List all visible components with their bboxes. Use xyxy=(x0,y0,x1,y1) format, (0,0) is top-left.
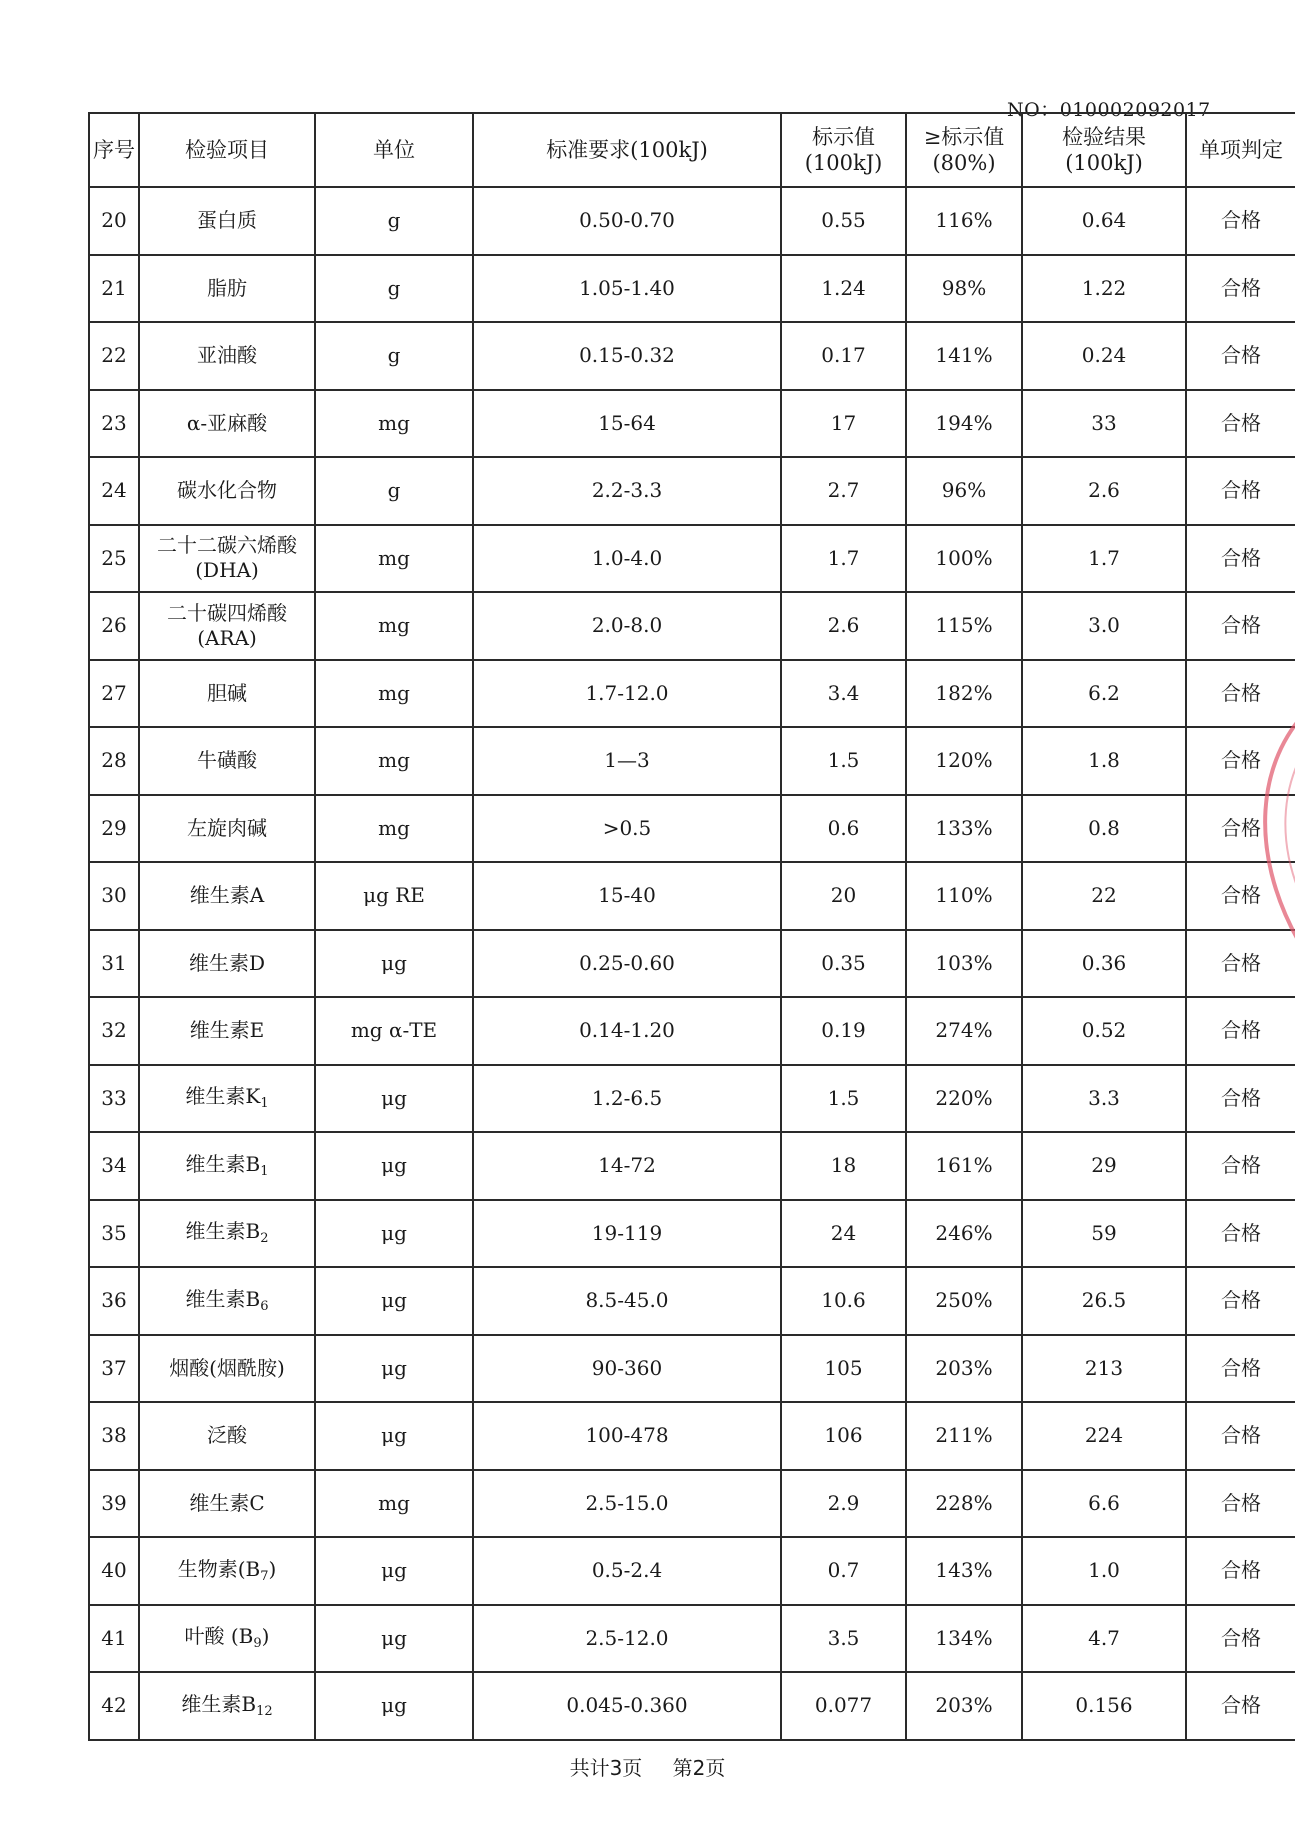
row-standard: 19-119 xyxy=(473,1200,781,1268)
row-label-value: 106 xyxy=(781,1402,906,1470)
row-ratio: 274% xyxy=(906,997,1022,1065)
row-result: 0.52 xyxy=(1022,997,1186,1065)
table-row xyxy=(89,997,1295,1065)
row-result: 0.24 xyxy=(1022,322,1186,390)
row-unit: g xyxy=(315,457,473,525)
row-unit: μg xyxy=(315,1402,473,1470)
item-name: 牛磺酸 xyxy=(197,748,257,773)
row-unit: mg xyxy=(315,592,473,660)
row-standard: 2.2-3.3 xyxy=(473,457,781,525)
row-label-value: 18 xyxy=(781,1132,906,1200)
row-no: 29 xyxy=(89,795,139,863)
row-unit: mg xyxy=(315,795,473,863)
row-result: 6.2 xyxy=(1022,660,1186,728)
row-standard: 1—3 xyxy=(473,727,781,795)
row-no: 21 xyxy=(89,255,139,323)
row-no: 42 xyxy=(89,1672,139,1740)
row-standard: >0.5 xyxy=(473,795,781,863)
table-header xyxy=(89,113,1295,187)
row-no: 30 xyxy=(89,862,139,930)
row-judgement: 合格 xyxy=(1186,1470,1295,1538)
row-item xyxy=(139,862,315,930)
item-name: α-亚麻酸 xyxy=(186,410,268,435)
row-item xyxy=(139,1402,315,1470)
row-standard: 2.5-15.0 xyxy=(473,1470,781,1538)
row-item xyxy=(139,592,315,660)
header-row xyxy=(89,113,1295,187)
table-row xyxy=(89,1605,1295,1673)
row-result: 1.7 xyxy=(1022,525,1186,593)
row-judgement: 合格 xyxy=(1186,255,1295,323)
row-result: 6.6 xyxy=(1022,1470,1186,1538)
row-item xyxy=(139,1672,315,1740)
table-row xyxy=(89,795,1295,863)
row-result: 1.0 xyxy=(1022,1537,1186,1605)
item-name: 维生素C xyxy=(189,1490,265,1515)
row-result: 3.3 xyxy=(1022,1065,1186,1133)
row-judgement: 合格 xyxy=(1186,457,1295,525)
header-judgement: 单项判定 xyxy=(1186,113,1295,187)
table-row xyxy=(89,930,1295,998)
item-name: 维生素B xyxy=(181,1691,257,1716)
header-ratio-line1: ≥标示值 xyxy=(923,124,1005,149)
row-label-value: 10.6 xyxy=(781,1267,906,1335)
row-ratio: 133% xyxy=(906,795,1022,863)
row-label-value: 2.6 xyxy=(781,592,906,660)
header-result xyxy=(1022,113,1186,187)
row-item xyxy=(139,1605,315,1673)
row-no: 23 xyxy=(89,390,139,458)
row-no: 40 xyxy=(89,1537,139,1605)
row-label-value: 0.077 xyxy=(781,1672,906,1740)
header-no: 序号 xyxy=(89,113,139,187)
table-row xyxy=(89,1200,1295,1268)
table-row xyxy=(89,525,1295,593)
item-name: 二十碳四烯酸 xyxy=(167,600,287,625)
row-judgement: 合格 xyxy=(1186,997,1295,1065)
row-standard: 15-40 xyxy=(473,862,781,930)
row-result: 224 xyxy=(1022,1402,1186,1470)
item-name: 维生素D xyxy=(188,950,266,975)
row-unit: μg xyxy=(315,1065,473,1133)
row-ratio: 203% xyxy=(906,1335,1022,1403)
row-label-value: 1.7 xyxy=(781,525,906,593)
row-standard: 100-478 xyxy=(473,1402,781,1470)
row-item xyxy=(139,255,315,323)
table-row xyxy=(89,1537,1295,1605)
row-ratio: 115% xyxy=(906,592,1022,660)
row-label-value: 20 xyxy=(781,862,906,930)
row-unit: g xyxy=(315,187,473,255)
table-row xyxy=(89,727,1295,795)
row-standard: 1.2-6.5 xyxy=(473,1065,781,1133)
item-subscript: 12 xyxy=(256,1703,273,1719)
row-result: 0.36 xyxy=(1022,930,1186,998)
item-name: 维生素A xyxy=(189,883,265,908)
row-unit: μg xyxy=(315,1335,473,1403)
row-ratio: 103% xyxy=(906,930,1022,998)
item-name-line2: (ARA) xyxy=(197,625,257,650)
row-label-value: 3.4 xyxy=(781,660,906,728)
item-subscript: 6 xyxy=(260,1298,269,1314)
row-ratio: 211% xyxy=(906,1402,1022,1470)
row-ratio: 246% xyxy=(906,1200,1022,1268)
row-standard: 14-72 xyxy=(473,1132,781,1200)
table-row xyxy=(89,322,1295,390)
table-row xyxy=(89,1132,1295,1200)
row-label-value: 1.24 xyxy=(781,255,906,323)
row-ratio: 220% xyxy=(906,1065,1022,1133)
row-item xyxy=(139,997,315,1065)
row-label-value: 2.9 xyxy=(781,1470,906,1538)
row-item xyxy=(139,660,315,728)
row-item xyxy=(139,525,315,593)
row-judgement: 合格 xyxy=(1186,1065,1295,1133)
item-name: 泛酸 xyxy=(207,1423,247,1448)
row-standard: 0.25-0.60 xyxy=(473,930,781,998)
row-no: 22 xyxy=(89,322,139,390)
row-label-value: 0.19 xyxy=(781,997,906,1065)
header-label-value xyxy=(781,113,906,187)
page-footer xyxy=(0,1752,1295,1781)
row-unit: g xyxy=(315,255,473,323)
document-number: NO：010002092017 xyxy=(1007,99,1211,121)
row-unit: mg α-TE xyxy=(315,997,473,1065)
row-item xyxy=(139,1267,315,1335)
row-no: 39 xyxy=(89,1470,139,1538)
row-no: 25 xyxy=(89,525,139,593)
row-ratio: 134% xyxy=(906,1605,1022,1673)
table-row xyxy=(89,660,1295,728)
row-no: 33 xyxy=(89,1065,139,1133)
row-result: 0.64 xyxy=(1022,187,1186,255)
row-standard: 15-64 xyxy=(473,390,781,458)
row-result: 3.0 xyxy=(1022,592,1186,660)
table-row xyxy=(89,1672,1295,1740)
item-name: 蛋白质 xyxy=(197,208,257,233)
row-no: 36 xyxy=(89,1267,139,1335)
table-body xyxy=(89,187,1295,1740)
table-row xyxy=(89,1470,1295,1538)
header-label-value-line1: 标示值 xyxy=(812,124,875,149)
row-ratio: 194% xyxy=(906,390,1022,458)
header-label-value-line2: (100kJ) xyxy=(804,151,883,175)
row-judgement: 合格 xyxy=(1186,1402,1295,1470)
row-no: 28 xyxy=(89,727,139,795)
row-no: 35 xyxy=(89,1200,139,1268)
row-label-value: 0.17 xyxy=(781,322,906,390)
row-result: 4.7 xyxy=(1022,1605,1186,1673)
row-item xyxy=(139,1200,315,1268)
item-name: 碳水化合物 xyxy=(177,478,277,503)
header-ratio-line2: (80%) xyxy=(932,151,996,175)
row-standard: 0.045-0.360 xyxy=(473,1672,781,1740)
table-row xyxy=(89,1065,1295,1133)
row-judgement: 合格 xyxy=(1186,1132,1295,1200)
row-standard: 1.7-12.0 xyxy=(473,660,781,728)
row-no: 41 xyxy=(89,1605,139,1673)
row-ratio: 141% xyxy=(906,322,1022,390)
row-item xyxy=(139,1065,315,1133)
item-subscript: 2 xyxy=(260,1231,269,1247)
item-name: 胆碱 xyxy=(207,680,247,705)
row-standard: 2.0-8.0 xyxy=(473,592,781,660)
row-result: 1.22 xyxy=(1022,255,1186,323)
row-unit: μg RE xyxy=(315,862,473,930)
row-item xyxy=(139,727,315,795)
row-ratio: 100% xyxy=(906,525,1022,593)
row-judgement: 合格 xyxy=(1186,862,1295,930)
row-no: 31 xyxy=(89,930,139,998)
row-standard: 90-360 xyxy=(473,1335,781,1403)
row-no: 37 xyxy=(89,1335,139,1403)
row-item xyxy=(139,1537,315,1605)
row-ratio: 96% xyxy=(906,457,1022,525)
row-no: 27 xyxy=(89,660,139,728)
row-judgement: 合格 xyxy=(1186,1335,1295,1403)
row-judgement: 合格 xyxy=(1186,592,1295,660)
item-name: 脂肪 xyxy=(207,275,247,300)
header-item: 检验项目 xyxy=(139,113,315,187)
total-pages: 共计3页 xyxy=(569,1756,643,1780)
item-name-line2: (DHA) xyxy=(195,558,259,583)
row-standard: 0.5-2.4 xyxy=(473,1537,781,1605)
table-row xyxy=(89,187,1295,255)
item-suffix: ) xyxy=(261,1624,270,1649)
row-judgement: 合格 xyxy=(1186,1537,1295,1605)
item-name: 生物素(B xyxy=(177,1556,261,1581)
row-result: 26.5 xyxy=(1022,1267,1186,1335)
item-subscript: 1 xyxy=(260,1096,269,1112)
row-unit: mg xyxy=(315,1470,473,1538)
table-row xyxy=(89,862,1295,930)
row-label-value: 0.7 xyxy=(781,1537,906,1605)
row-unit: μg xyxy=(315,1672,473,1740)
row-unit: mg xyxy=(315,727,473,795)
row-unit: g xyxy=(315,322,473,390)
row-result: 0.8 xyxy=(1022,795,1186,863)
item-subscript: 7 xyxy=(260,1568,269,1584)
row-judgement: 合格 xyxy=(1186,1605,1295,1673)
row-standard: 1.05-1.40 xyxy=(473,255,781,323)
row-no: 24 xyxy=(89,457,139,525)
item-name: 二十二碳六烯酸 xyxy=(157,533,297,558)
row-label-value: 2.7 xyxy=(781,457,906,525)
row-no: 20 xyxy=(89,187,139,255)
row-result: 22 xyxy=(1022,862,1186,930)
row-result: 33 xyxy=(1022,390,1186,458)
row-item xyxy=(139,457,315,525)
row-unit: μg xyxy=(315,1267,473,1335)
table-row xyxy=(89,1335,1295,1403)
row-item xyxy=(139,322,315,390)
table-row xyxy=(89,1402,1295,1470)
row-label-value: 1.5 xyxy=(781,1065,906,1133)
table-row xyxy=(89,1267,1295,1335)
row-judgement: 合格 xyxy=(1186,525,1295,593)
row-no: 32 xyxy=(89,997,139,1065)
row-result: 0.156 xyxy=(1022,1672,1186,1740)
header-result-line2: (100kJ) xyxy=(1065,151,1143,175)
item-name: 左旋肉碱 xyxy=(187,815,267,840)
row-item xyxy=(139,1335,315,1403)
row-ratio: 182% xyxy=(906,660,1022,728)
inspection-results-table xyxy=(88,112,1295,1741)
row-label-value: 0.55 xyxy=(781,187,906,255)
row-judgement: 合格 xyxy=(1186,795,1295,863)
row-result: 2.6 xyxy=(1022,457,1186,525)
row-label-value: 3.5 xyxy=(781,1605,906,1673)
row-no: 38 xyxy=(89,1402,139,1470)
item-subscript: 1 xyxy=(260,1163,269,1179)
row-judgement: 合格 xyxy=(1186,1267,1295,1335)
row-label-value: 0.6 xyxy=(781,795,906,863)
row-judgement: 合格 xyxy=(1186,930,1295,998)
header-result-line1: 检验结果 xyxy=(1062,124,1146,149)
row-standard: 0.15-0.32 xyxy=(473,322,781,390)
row-label-value: 105 xyxy=(781,1335,906,1403)
header-ratio xyxy=(906,113,1022,187)
item-subscript: 9 xyxy=(253,1636,262,1652)
row-standard: 1.0-4.0 xyxy=(473,525,781,593)
row-judgement: 合格 xyxy=(1186,187,1295,255)
item-name: 叶酸 (B xyxy=(184,1624,254,1649)
row-label-value: 24 xyxy=(781,1200,906,1268)
row-standard: 0.50-0.70 xyxy=(473,187,781,255)
row-ratio: 110% xyxy=(906,862,1022,930)
row-ratio: 161% xyxy=(906,1132,1022,1200)
row-item xyxy=(139,1470,315,1538)
table-row xyxy=(89,457,1295,525)
row-standard: 8.5-45.0 xyxy=(473,1267,781,1335)
row-judgement: 合格 xyxy=(1186,727,1295,795)
table-row xyxy=(89,390,1295,458)
row-standard: 0.14-1.20 xyxy=(473,997,781,1065)
row-unit: μg xyxy=(315,1200,473,1268)
row-item xyxy=(139,795,315,863)
row-ratio: 143% xyxy=(906,1537,1022,1605)
row-label-value: 17 xyxy=(781,390,906,458)
row-ratio: 228% xyxy=(906,1470,1022,1538)
row-ratio: 250% xyxy=(906,1267,1022,1335)
row-judgement: 合格 xyxy=(1186,390,1295,458)
row-judgement: 合格 xyxy=(1186,322,1295,390)
item-name: 维生素K xyxy=(185,1084,261,1109)
row-item xyxy=(139,187,315,255)
item-suffix: ) xyxy=(268,1556,277,1581)
row-label-value: 0.35 xyxy=(781,930,906,998)
row-judgement: 合格 xyxy=(1186,1200,1295,1268)
row-item xyxy=(139,930,315,998)
row-judgement: 合格 xyxy=(1186,1672,1295,1740)
item-name: 亚油酸 xyxy=(197,343,257,368)
row-result: 59 xyxy=(1022,1200,1186,1268)
row-ratio: 98% xyxy=(906,255,1022,323)
table-row xyxy=(89,592,1295,660)
item-name: 维生素B xyxy=(185,1151,261,1176)
item-name: 烟酸(烟酰胺) xyxy=(169,1355,285,1380)
row-ratio: 203% xyxy=(906,1672,1022,1740)
row-unit: μg xyxy=(315,930,473,998)
item-name: 维生素B xyxy=(185,1219,261,1244)
row-unit: mg xyxy=(315,390,473,458)
row-ratio: 116% xyxy=(906,187,1022,255)
item-name: 维生素B xyxy=(185,1286,261,1311)
row-unit: mg xyxy=(315,660,473,728)
row-result: 29 xyxy=(1022,1132,1186,1200)
row-result: 213 xyxy=(1022,1335,1186,1403)
row-no: 34 xyxy=(89,1132,139,1200)
row-label-value: 1.5 xyxy=(781,727,906,795)
row-judgement: 合格 xyxy=(1186,660,1295,728)
item-name: 维生素E xyxy=(189,1018,265,1043)
header-unit: 单位 xyxy=(315,113,473,187)
row-ratio: 120% xyxy=(906,727,1022,795)
row-standard: 2.5-12.0 xyxy=(473,1605,781,1673)
header-standard: 标准要求(100kJ) xyxy=(473,113,781,187)
row-unit: μg xyxy=(315,1605,473,1673)
current-page: 第2页 xyxy=(672,1756,726,1780)
row-no: 26 xyxy=(89,592,139,660)
table-row xyxy=(89,255,1295,323)
row-item xyxy=(139,390,315,458)
row-unit: μg xyxy=(315,1132,473,1200)
row-unit: μg xyxy=(315,1537,473,1605)
row-item xyxy=(139,1132,315,1200)
row-result: 1.8 xyxy=(1022,727,1186,795)
row-unit: mg xyxy=(315,525,473,593)
